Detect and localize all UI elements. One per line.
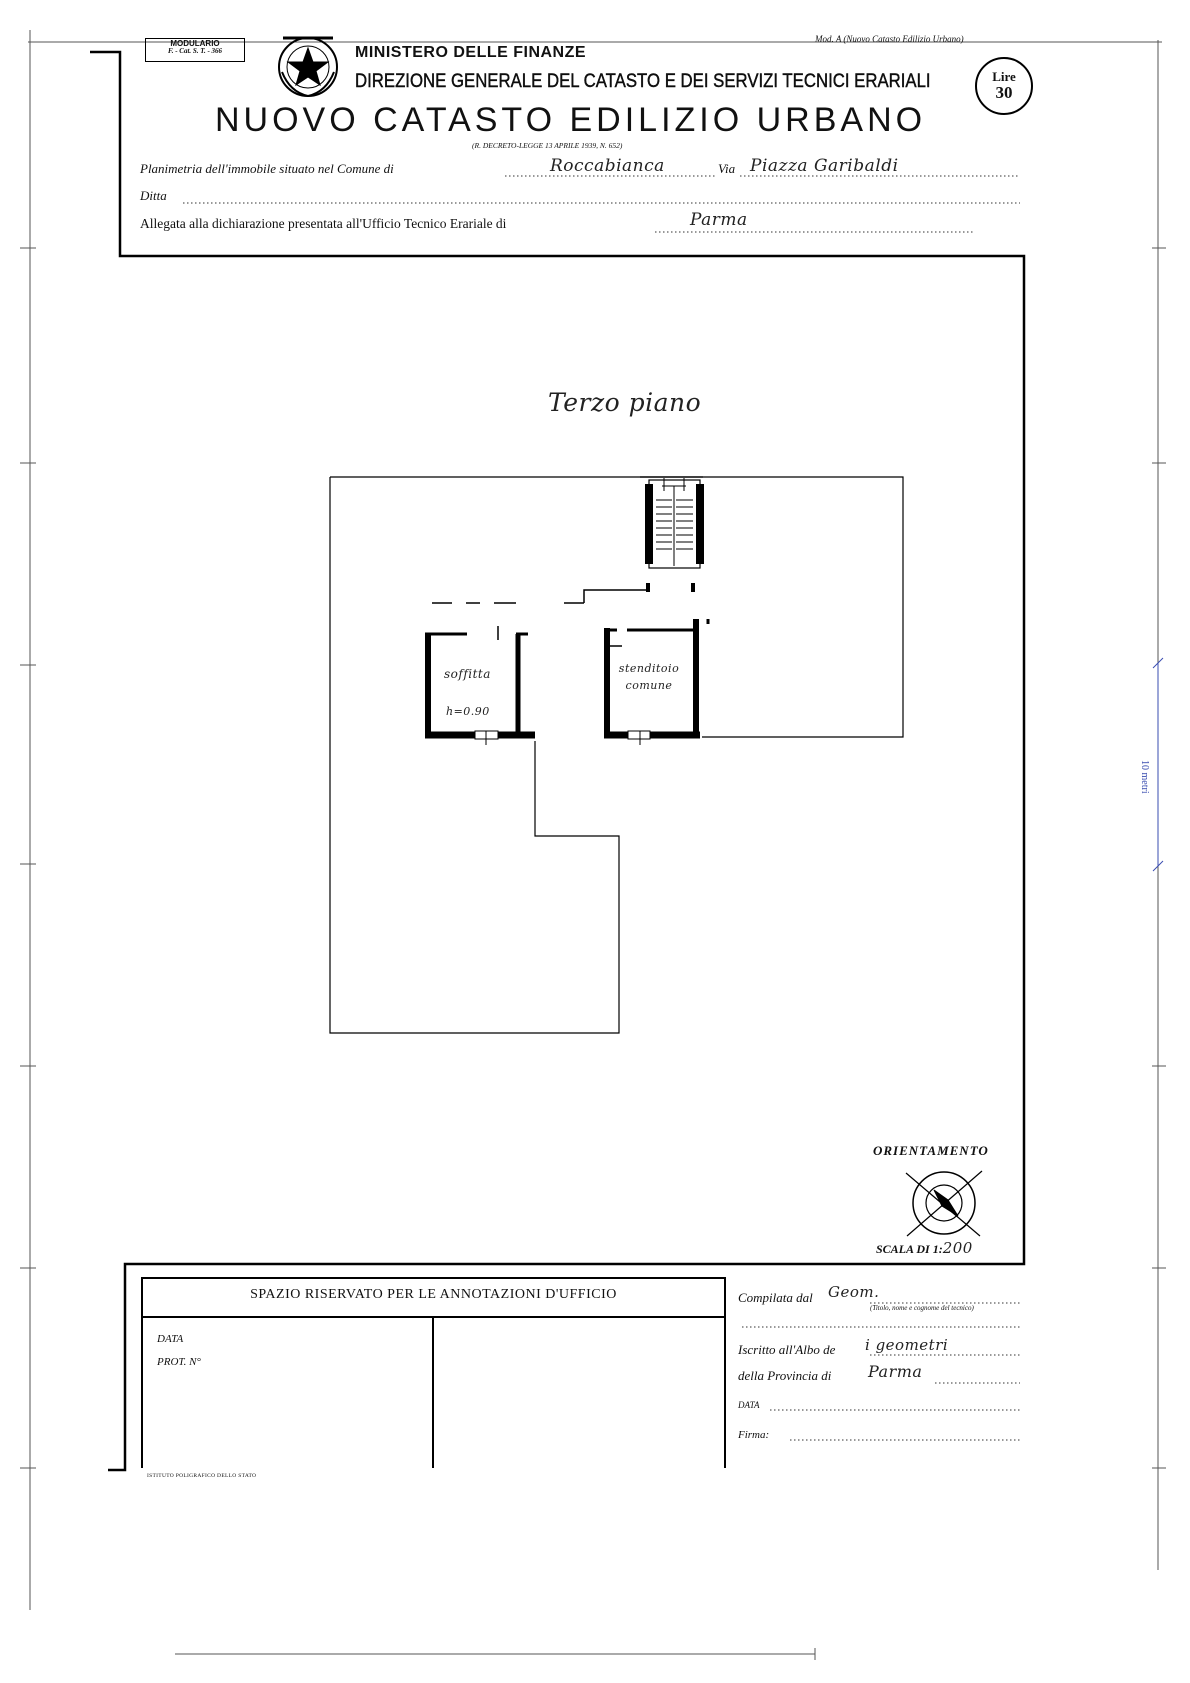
compilata-label: Compilata dal bbox=[738, 1290, 813, 1305]
scale-marker-label: 10 metri bbox=[1139, 760, 1150, 794]
corridor-line bbox=[432, 583, 693, 603]
iscritto-label: Iscritto all'Albo de bbox=[738, 1342, 836, 1357]
footer-boxes bbox=[142, 1278, 725, 1468]
planimetria-label: Planimetria dell'immobile situato nel Comune di bbox=[140, 161, 394, 176]
office-space-title: SPAZIO RISERVATO PER LE ANNOTAZIONI D'UFFICIO bbox=[250, 1287, 617, 1302]
decree-label: (R. DECRETO-LEGGE 13 APRILE 1939, N. 652) bbox=[472, 141, 623, 150]
page-trim-marks bbox=[20, 30, 1166, 1660]
iscritto-value: i geometri bbox=[865, 1336, 949, 1354]
price-box bbox=[982, 70, 1026, 101]
modulario-box bbox=[145, 38, 245, 62]
main-title: NUOVO CATASTO EDILIZIO URBANO bbox=[215, 101, 927, 139]
ditta-label: Ditta bbox=[140, 188, 167, 203]
price-value: 30 bbox=[995, 83, 1013, 102]
firma-label: Firma: bbox=[738, 1429, 770, 1441]
scale-marker-10m bbox=[1153, 658, 1163, 871]
footer-data2-label: DATA bbox=[738, 1400, 760, 1410]
provincia-value: Parma bbox=[868, 1362, 923, 1381]
via-label: Via bbox=[718, 161, 736, 176]
modulario-label: MODULARIO bbox=[170, 39, 220, 48]
mod-a-label: Mod. A (Nuovo Catasto Edilizio Urbano) bbox=[815, 34, 964, 44]
compilata-value: Geom. bbox=[828, 1283, 880, 1301]
ministry-title: MINISTERO DELLE FINANZE bbox=[355, 44, 587, 61]
room-soffitta-label: soffitta bbox=[444, 667, 491, 681]
floor-title: Terzo piano bbox=[548, 388, 702, 417]
room-stenditoio-label: stenditoio comune bbox=[618, 662, 680, 692]
direction-title: DIREZIONE GENERALE DEL CATASTO E DEI SERVIZI TECNICI ERARIALI bbox=[355, 70, 931, 92]
price-word: Lire bbox=[992, 69, 1016, 84]
scale-label bbox=[876, 1239, 973, 1257]
scale-value: 200 bbox=[942, 1239, 973, 1257]
orientation-title: ORIENTAMENTO bbox=[873, 1143, 989, 1158]
compass-icon bbox=[906, 1171, 982, 1236]
modulario-code: F. - Cat. S. T. - 366 bbox=[167, 47, 223, 55]
room-soffitta-height: h=0.90 bbox=[446, 705, 490, 718]
room-soffitta bbox=[425, 626, 535, 745]
ufficio-value: Parma bbox=[690, 210, 748, 230]
emblem-icon bbox=[279, 38, 337, 96]
via-value: Piazza Garibaldi bbox=[750, 156, 899, 176]
allegata-label: Allegata alla dichiarazione presentata all'Ufficio Tecnico Erariale di bbox=[140, 216, 507, 231]
building-outline bbox=[330, 477, 903, 1033]
footer-data-label: DATA bbox=[157, 1333, 184, 1345]
form-border bbox=[90, 52, 1024, 1470]
floor-plan bbox=[330, 477, 903, 1033]
printer-label: ISTITUTO POLIGRAFICO DELLO STATO bbox=[147, 1473, 257, 1479]
titolo-caption: (Titolo, nome e cognome del tecnico) bbox=[870, 1304, 974, 1312]
comune-value: Roccabianca bbox=[550, 156, 665, 176]
stair-block bbox=[640, 477, 703, 568]
provincia-label: della Provincia di bbox=[738, 1368, 832, 1383]
footer-prot-label: PROT. N° bbox=[157, 1356, 201, 1368]
scale-label-text: SCALA DI 1: bbox=[876, 1242, 943, 1256]
